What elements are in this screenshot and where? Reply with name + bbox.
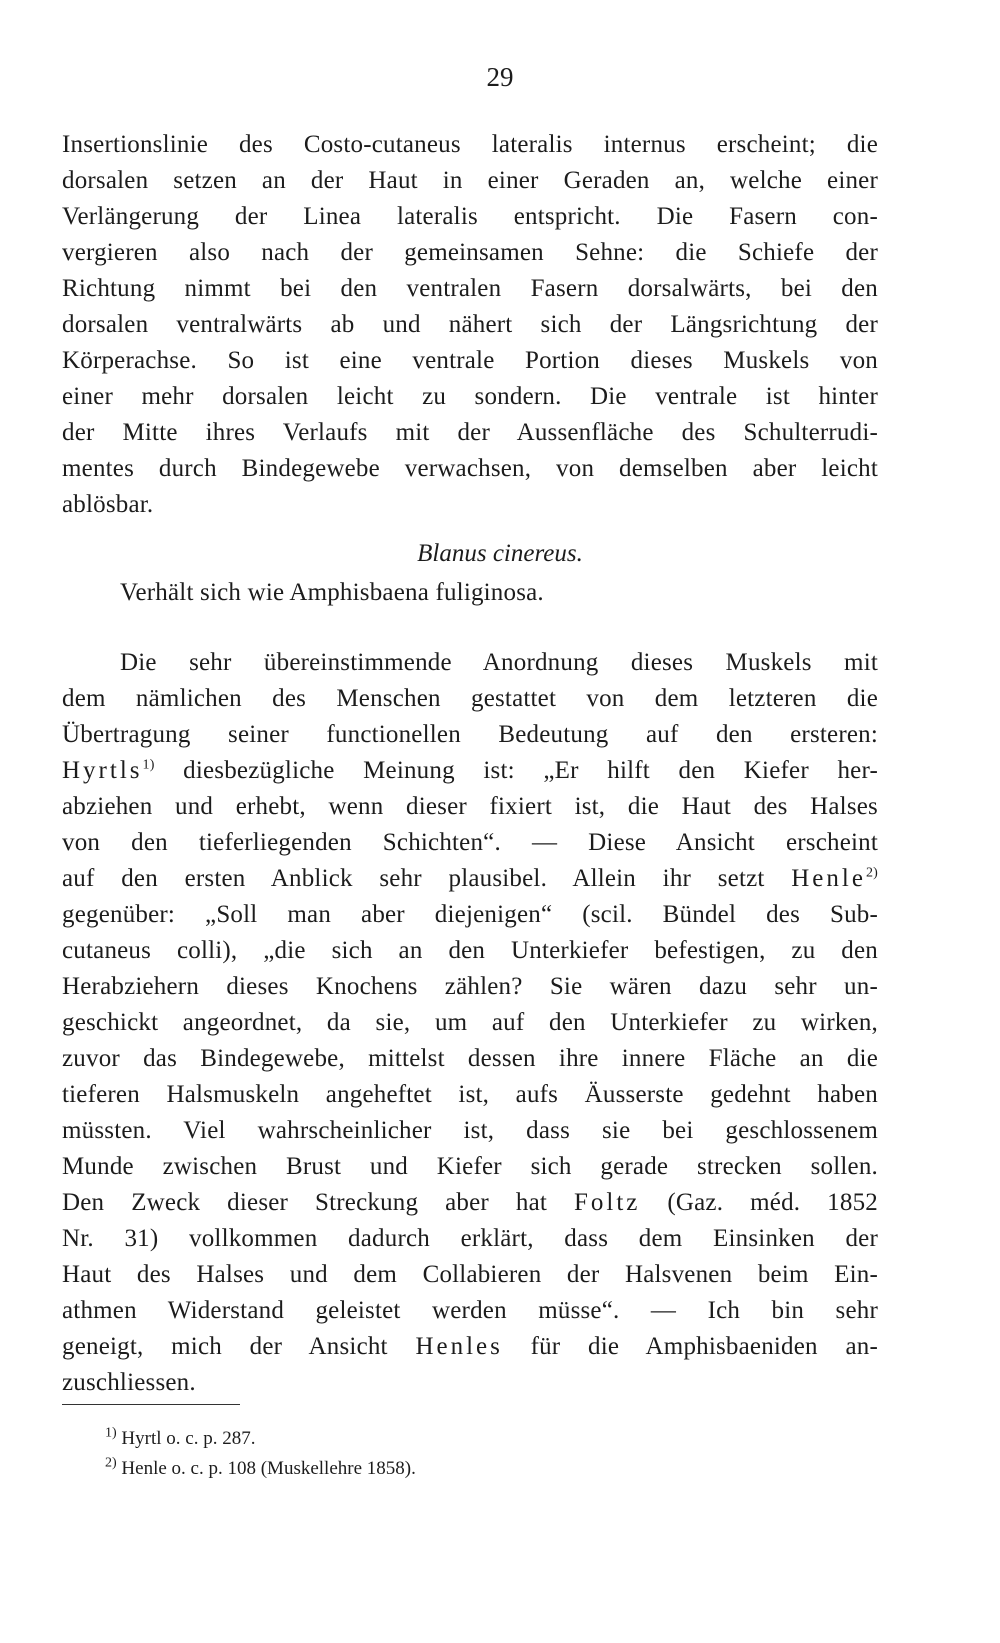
text-line: Hyrtls$^{1)}$ diesbezügliche Meinung ist: „Er hilft den Kiefer her- bbox=[62, 757, 878, 784]
text-line: abziehen und erhebt, wenn dieser fixiert ist, die Haut des Halses bbox=[62, 793, 878, 820]
author-name: Henle bbox=[791, 865, 866, 892]
text-line: athmen Widerstand geleistet werden müsse“. — Ich bin sehr bbox=[62, 1297, 878, 1324]
text-line: dorsalen ventralwärts ab und nähert sich der Längsrichtung der bbox=[62, 311, 878, 338]
text-line: Übertragung seiner functionellen Bedeutung auf den ersteren: bbox=[62, 721, 878, 748]
author-name: Henles bbox=[415, 1333, 503, 1360]
text-line: zuschliessen. bbox=[62, 1369, 196, 1396]
footnote-ref: 2) bbox=[865, 865, 878, 881]
text-line: tieferen Halsmuskeln angeheftet ist, aufs Äusserste gedehnt haben bbox=[62, 1081, 878, 1108]
text-line: geneigt, mich der Ansicht Henles für die Amphisbaeniden an- bbox=[62, 1333, 878, 1360]
text-line: Insertionslinie des Costo-cutaneus lateralis internus erscheint; die bbox=[62, 131, 878, 158]
text-line: gegenüber: „Soll man aber diejenigen“ (scil. Bündel des Sub- bbox=[62, 901, 878, 928]
text-line: von den tieferliegenden Schichten“. — Diese Ansicht erscheint bbox=[62, 829, 878, 856]
text-line: Den Zweck dieser Streckung aber hat Foltz (Gaz. méd. 1852 bbox=[62, 1189, 878, 1216]
text-line: ablösbar. bbox=[62, 491, 154, 518]
text-line: Die sehr übereinstimmende Anordnung dieses Muskels mit bbox=[120, 649, 878, 676]
text-line: Nr. 31) vollkommen dadurch erklärt, dass dem Einsinken der bbox=[62, 1225, 878, 1252]
author-name: Foltz bbox=[574, 1189, 641, 1216]
footnote-ref: 1) bbox=[142, 757, 155, 773]
author-name: Hyrtls bbox=[62, 757, 143, 784]
section-heading: Blanus cinereus. bbox=[417, 540, 583, 567]
footnote-divider bbox=[62, 1404, 240, 1405]
text-line: cutaneus colli), „die sich an den Unterkiefer befestigen, zu den bbox=[62, 937, 878, 964]
text-line: Herabziehern dieses Knochens zählen? Sie wären dazu sehr un- bbox=[62, 973, 878, 1000]
text-line: Körperachse. So ist eine ventrale Portion dieses Muskels von bbox=[62, 347, 878, 374]
text-line: auf den ersten Anblick sehr plausibel. Allein ihr setzt Henle$^{2)}$ bbox=[62, 865, 878, 892]
text-line: müssten. Viel wahrscheinlicher ist, dass sie bei geschlossenem bbox=[62, 1117, 878, 1144]
text-line: mentes durch Bindegewebe verwachsen, von demselben aber leicht bbox=[62, 455, 878, 482]
text-line: zuvor das Bindegewebe, mittelst dessen ihre innere Fläche an die bbox=[62, 1045, 878, 1072]
text-line: dem nämlichen des Menschen gestattet von dem letzteren die bbox=[62, 685, 878, 712]
text-line: vergieren also nach der gemeinsamen Sehne: die Schiefe der bbox=[62, 239, 878, 266]
footnote-1: $^{1)}$ Hyrtl o. c. p. 287. bbox=[105, 1425, 256, 1449]
text-line: der Mitte ihres Verlaufs mit der Aussenfläche des Schulterrudi- bbox=[62, 419, 878, 446]
text-line: Richtung nimmt bei den ventralen Fasern dorsalwärts, bei den bbox=[62, 275, 878, 302]
footnote-2: $^{2)}$ Henle o. c. p. 108 (Muskellehre 1858). bbox=[105, 1455, 416, 1479]
text-line: einer mehr dorsalen leicht zu sondern. Die ventrale ist hinter bbox=[62, 383, 878, 410]
text-line: Verlängerung der Linea lateralis entspricht. Die Fasern con- bbox=[62, 203, 878, 230]
text-line: dorsalen setzen an der Haut in einer Geraden an, welche einer bbox=[62, 167, 878, 194]
text-line: Munde zwischen Brust und Kiefer sich gerade strecken sollen. bbox=[62, 1153, 878, 1180]
text-line: Haut des Halses und dem Collabieren der Halsvenen beim Ein- bbox=[62, 1261, 878, 1288]
section-line: Verhält sich wie Amphisbaena fuliginosa. bbox=[120, 579, 544, 606]
text-line: geschickt angeordnet, da sie, um auf den Unterkiefer zu wirken, bbox=[62, 1009, 878, 1036]
page-number: 29 bbox=[486, 62, 514, 92]
